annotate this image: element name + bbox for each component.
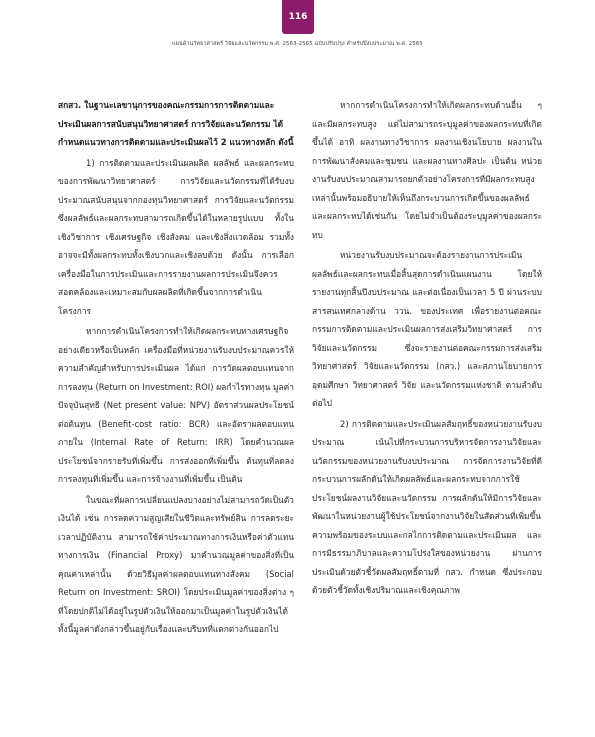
paragraph: 1) การติดตามและประเมินผลผลิต ผลลัพธ์ และผลกระทบของการพัฒนาวิทยาศาสตร์ การวิจัยและนวัตกรรมที่ได้รับงบประมาณสนับสนุนจากกองทุนวิทยาศาสตร์ การวิจัยและนวัตกรรม ซึ่งผลลัพธ์และผลกระทบสามารถเกิดขึ้นได้ในหลายรูปแบบ ทั้งในเชิงวิชาการ เชิงเศรษฐกิจ เชิงสังคม และเชิงสิ่งแวดล้อม รวมทั้งอาจจะมีทั้งผลกระทบทั้งเชิงบวกและเชิงลบด้วย ดังนั้น การเลือกเครื่องมือในการประเมินและการรายงานผลการประเมินจึงควรสอดคล้องและเหมาะสมกับผลผลิตที่เกิดขึ้นจากการดำเนินโครงการ xyxy=(58,157,294,316)
right-column xyxy=(312,96,542,600)
page-number: 116 xyxy=(288,12,308,22)
paragraph: หากการดำเนินโครงการทำให้เกิดผลกระทบทางเศรษฐกิจอย่างเดียวหรือเป็นหลัก เครื่องมือที่หน่วยงานรับงบประมาณควรให้ความสำคัญสำหรับการประเมินผล ได้แก่ การวัดผลตอบแทนจากการลงทุน (Return on Investment: ROI) ผลกำไรทางทุน มูลค่าปัจจุบันสุทธิ (Net present value: NPV) อัตราส่วนผลประโยชน์ต่อต้นทุน (Benefit-cost ratio: BCR) และอัตราผลตอบแทนภายใน (Internal Rate of Return: IRR) โดยคำนวณผลประโยชน์จากรายรับที่เพิ่มขึ้น การส่งออกที่เพิ่มขึ้น ต้นทุนที่ลดลง การลงทุนที่เพิ่มขึ้น และการจ้างงานที่เพิ่มขึ้น เป็นต้น xyxy=(58,326,294,484)
page-number-tab xyxy=(282,0,314,34)
paragraph: หน่วยงานรับงบประมาณจะต้องรายงานการประเมินผลลัพธ์และผลกระทบเมื่อสิ้นสุดการดำเนินแผนงาน โดยให้รายงานทุกสิ้นปีงบประมาณ และต่อเนื่องเป็นเวลา 5 ปี ผ่านระบบสารสนเทศกลางด้าน ววน. ของประเทศ เพื่อรายงานต่อคณะกรรมการติดตามและประเมินผลการส่งเสริมวิทยาศาสตร์ การวิจัยและนวัตกรรม ซึ่งจะรายงานต่อคณะกรรมการส่งเสริมวิทยาศาสตร์ วิจัยและนวัตกรรม (กสว.) และสภานโยบายการอุดมศึกษา วิทยาศาสตร์ วิจัย และนวัตกรรมแห่งชาติ ตามลำดับต่อไป xyxy=(312,250,542,408)
paragraph: 2) การติดตามและประเมินผลสัมฤทธิ์ของหน่วยงานรับงบประมาณ เน้นไปที่กระบวนการบริหารจัดการงานวิจัยและนวัตกรรมของหน่วยงานรับงบประมาณ การจัดการงานวิจัยที่ดี กระบวนการผลักดันให้เกิดผลลัพธ์และผลกระทบจากการใช้ประโยชน์ผลงานวิจัยและนวัตกรรม การผลักดันให้มีการวิจัยและพัฒนาในหน่วยงานผู้ใช้ประโยชน์จากงานวิจัยในสัดส่วนที่เพิ่มขึ้น ความพร้อมของระบบและกลไกการติดตามและประเมินผล และการมีธรรมาภิบาลและความโปร่งใสของหน่วยงาน ผ่านการประเมินด้วยตัวชี้วัดผลสัมฤทธิ์ตามที่ กสว. กำหนด ซึ่งประกอบด้วยตัวชี้วัดทั้งเชิงปริมาณและเชิงคุณภาพ xyxy=(312,418,542,595)
section-heading: สกสว. ในฐานะเลขานุการของคณะกรรมการการติดตามและประเมินผลการสนับสนุนวิทยาศาสตร์ การวิจัยและนวัตกรรม ได้กำหนดแนวทางการติดตามและประเมินผลไว้ 2 แนวทางหลัก ดังนี้ xyxy=(58,100,294,147)
paragraph: หากการดำเนินโครงการทำให้เกิดผลกระทบด้านอื่น ๆ และมีผลกระทบสูง แต่ไม่สามารถระบุมูลค่าของผลกระทบที่เกิดขึ้นได้ อาทิ ผลงานทางวิชาการ ผลงานเชิงนโยบาย ผลงานในการพัฒนาสังคมและชุมชน และผลงานทางศิลปะ เป็นต้น หน่วยงานรับงบประมาณสามารถยกตัวอย่างโครงการที่มีผลกระทบสูงเหล่านั้นพร้อมอธิบายให้เห็นถึงกระบวนการเกิดขึ้นของผลลัพธ์และผลกระทบได้เช่นกัน โดยไม่จำเป็นต้องระบุมูลค่าของผลกระทบ xyxy=(312,100,542,240)
left-column xyxy=(58,96,294,639)
running-header: แผนด้านวิทยาศาสตร์ วิจัยและนวัตกรรม พ.ศ. 2563-2565 ฉบับปรับปรุง สำหรับปีงบประมาณ พ.ศ. 2565 xyxy=(172,41,423,47)
paragraph: ในขณะที่ผลการเปลี่ยนแปลงบางอย่างไม่สามารถวัดเป็นตัวเงินได้ เช่น การลดความสูญเสียในชีวิตและทรัพย์สิน การลดระยะเวลาปฏิบัติงาน สามารถใช้ค่าประมาณทางการเงินหรือค่าตัวแทนทางการเงิน (Financial Proxy) มาคำนวณมูลค่าของสิ่งที่เป็นคุณค่าเหล่านั้น ด้วยวิธีมูลค่าผลตอบแทนทางสังคม (Social Return on Investment: SROI) โดยประเมินมูลค่าของสิ่งต่าง ๆ ที่โดยปกติไม่ได้อยู่ในรูปตัวเงินให้ออกมาเป็นมูลค่าในรูปตัวเงินได้ ทั้งนี้มูลค่าดังกล่าวขึ้นอยู่กับเรื่องและบริบทที่แตกต่างกันออกไป xyxy=(58,494,294,634)
